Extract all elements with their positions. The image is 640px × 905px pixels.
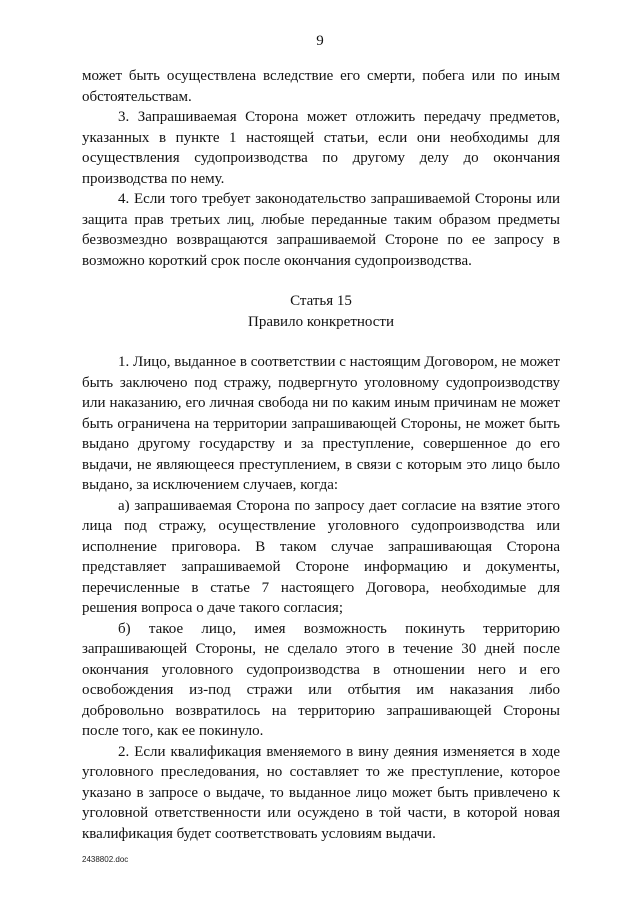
article-paragraph-1: 1. Лицо, выданное в соответствии с настоящим Договором, не может быть заключено под стражу, подвергнуто уголовному судопроизводству или наказанию, его личная свобода ни по каким иным причинам не может быть ограничена на территории запрашивающей Стороны, не может быть выдано другому государству и за преступление, совершенное до его выдачи, не являющееся преступлением, в связи с которым это лицо было выдано, за исключением случаев, когда:: [82, 354, 560, 493]
article-number: Статья 15: [290, 293, 352, 309]
page-number: 9: [316, 33, 324, 49]
article-subparagraph-a: а) запрашиваемая Сторона по запросу дает согласие на взятие этого лица под стражу, осуществление уголовного судопроизводства или исполнение приговора. В таком случае запрашивающая Сторона представляет запрашиваемой Стороне информацию и документы, перечисленные в статье 7 настоящего Договора, необходимые для решения вопроса о даче такого согласия;: [82, 497, 560, 616]
article-paragraph-2: 2. Если квалификация вменяемого в вину деяния изменяется в ходе уголовного преследования, но составляет то же преступление, которое указано в запросе о выдаче, то выданное лицо может быть привлечено к уголовной ответственности или осуждено в той части, в которой новая квалификация будет соответствовать условиям выдачи.: [82, 743, 560, 842]
footer-filename: 2438802.doc: [82, 855, 129, 864]
paragraph-continuation: может быть осуществлена вследствие его смерти, побега или по иным обстоятельствам.: [82, 68, 560, 105]
paragraph-4: 4. Если того требует законодательство запрашиваемой Стороны или защита прав третьих лиц, любые переданные таким образом предметы безвозмездно возвращаются запрашиваемой Стороне по ее запросу в возможно короткий срок после окончания судопроизводства.: [82, 191, 560, 269]
document-body: [82, 66, 560, 844]
paragraph-3: 3. Запрашиваемая Сторона может отложить передачу предметов, указанных в пункте 1 настоящей статьи, если они необходимы для осуществления судопроизводства по другому делу до окончания производства по нему.: [82, 109, 560, 187]
article-subparagraph-b: б) такое лицо, имея возможность покинуть территорию запрашивающей Стороны, не сделало этого в течение 30 дней после окончания уголовного судопроизводства в отношении него и его освобождения из-под стражи или отбытия им наказания либо добровольно возвратилось на территорию запрашивающей Стороны после того, как ее покинуло.: [82, 620, 560, 739]
article-title: Правило конкретности: [247, 313, 395, 330]
